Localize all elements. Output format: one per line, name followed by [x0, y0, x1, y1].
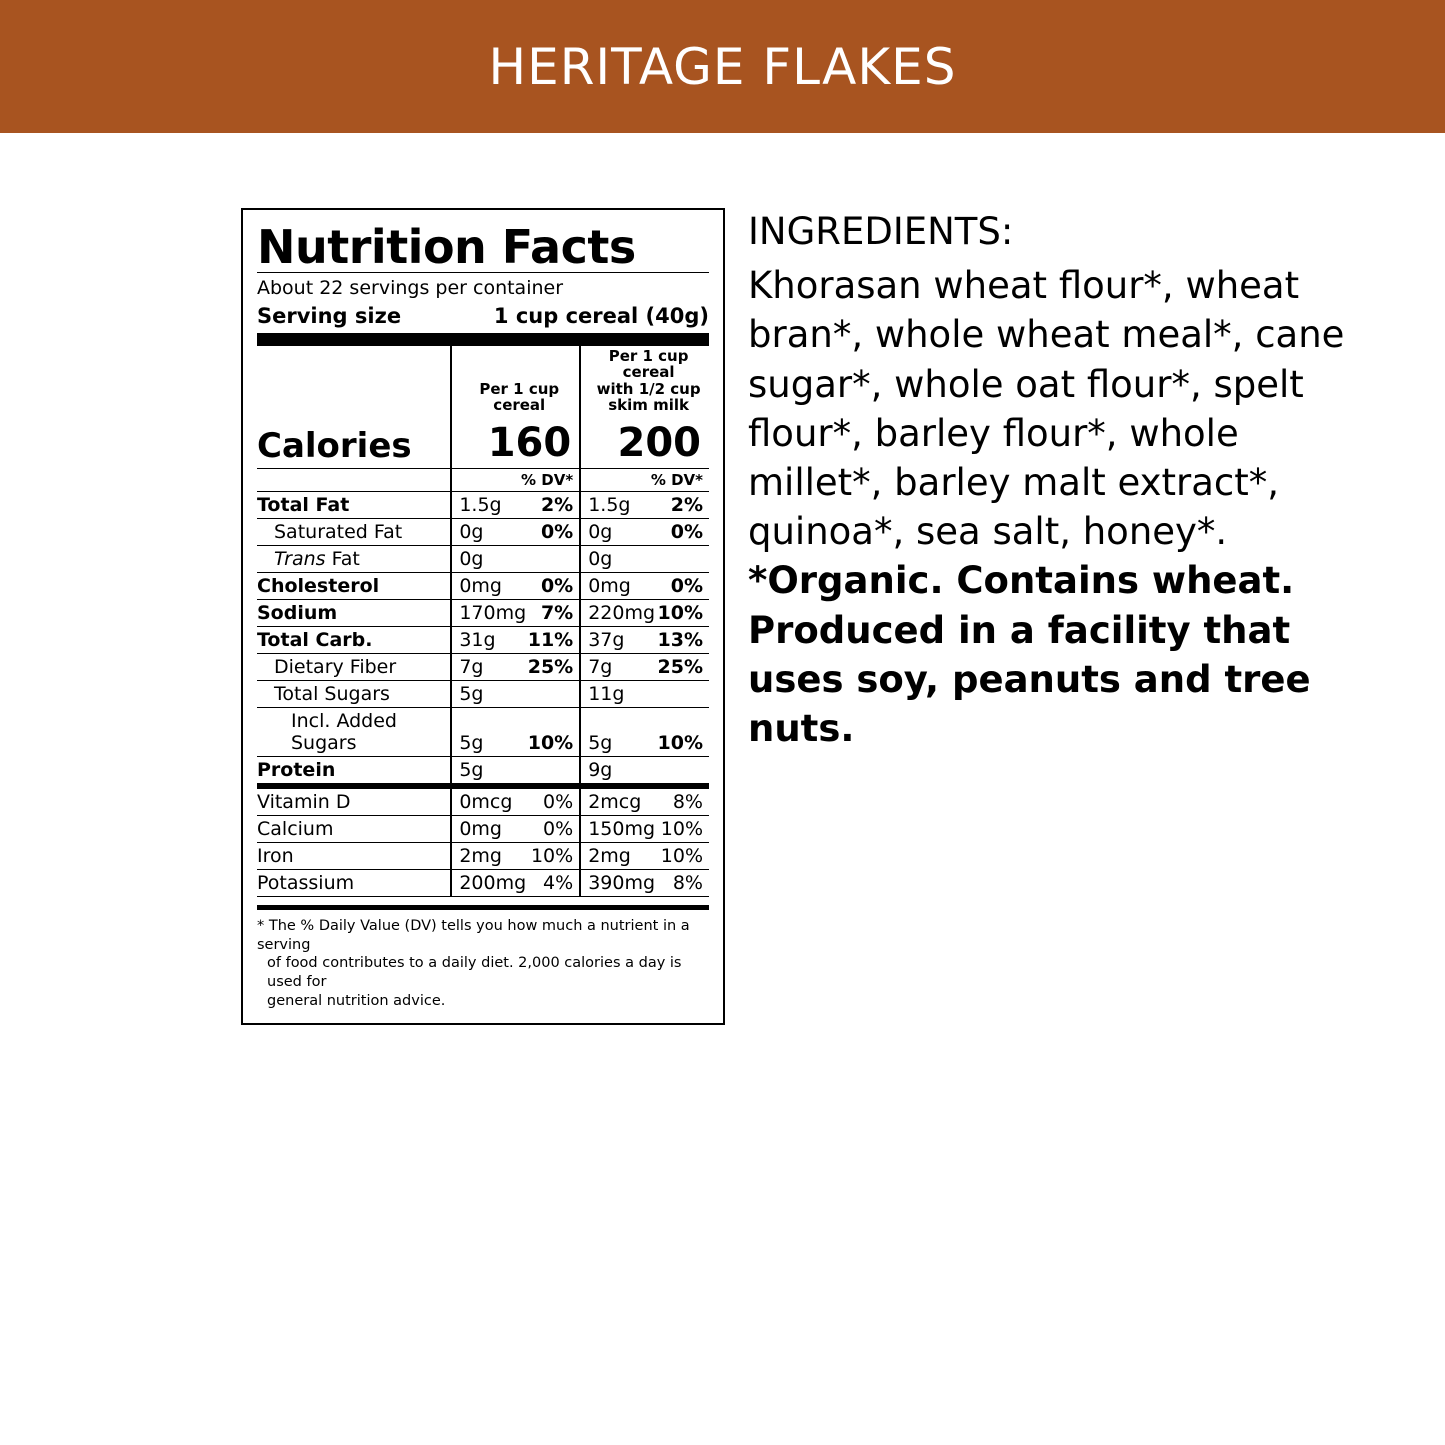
nutrient-name: Trans Fat	[257, 545, 451, 572]
nutrient-name: Total Sugars	[257, 680, 451, 707]
nutrient-row	[257, 680, 709, 707]
nutrient-dv-b	[655, 680, 709, 707]
nutrient-amount-b: 9g	[580, 756, 655, 786]
micronutrient-amount-a: 2mg	[451, 842, 526, 869]
nutrient-name: Cholesterol	[257, 572, 451, 599]
dv-label-spacer	[257, 468, 451, 491]
servings-per-container: About 22 servings per container	[257, 277, 564, 299]
nutrient-amount-b: 37g	[580, 626, 655, 653]
nutrient-amount-a: 7g	[451, 653, 526, 680]
nutrient-amount-a: 170mg	[451, 599, 526, 626]
nutrition-facts-panel	[241, 208, 725, 1025]
nutrient-amount-b: 0g	[580, 518, 655, 545]
serving-size-value: 1 cup cereal (40g)	[493, 303, 709, 328]
micronutrient-amount-b: 390mg	[580, 869, 655, 896]
label-content	[0, 133, 1445, 1445]
nutrient-row	[257, 491, 709, 518]
nutrient-dv-b	[655, 545, 709, 572]
micronutrient-dv-b: 10%	[655, 815, 709, 842]
nutrient-row	[257, 599, 709, 626]
calories-label: Calories	[257, 418, 451, 469]
nutrient-row	[257, 518, 709, 545]
micronutrient-dv-b: 10%	[655, 842, 709, 869]
ingredients-section	[748, 209, 1368, 753]
serving-size-row	[257, 304, 709, 331]
nutrient-amount-a: 5g	[451, 680, 526, 707]
micronutrient-rows	[257, 786, 709, 897]
column-b-header	[580, 346, 709, 418]
nutrient-row	[257, 545, 709, 572]
ingredients-heading: INGREDIENTS:	[748, 210, 1014, 253]
nutrient-dv-a: 25%	[526, 653, 580, 680]
footnote-line-3: general nutrition advice.	[267, 993, 446, 1010]
divider-thick-top	[257, 333, 709, 346]
nutrient-dv-b: 25%	[655, 653, 709, 680]
micronutrient-dv-a: 0%	[526, 786, 580, 816]
micronutrient-name: Iron	[257, 842, 451, 869]
micronutrient-dv-a: 10%	[526, 842, 580, 869]
calories-value-b: 200	[580, 418, 709, 469]
nutrient-dv-a: 0%	[526, 572, 580, 599]
micronutrient-amount-a: 0mg	[451, 815, 526, 842]
dv-label-a: % DV*	[451, 468, 580, 491]
product-title: HERITAGE FLAKES	[488, 37, 957, 96]
nutrient-name-italic: Trans	[274, 547, 326, 570]
ingredients-body	[748, 261, 1368, 753]
column-a-header: Per 1 cup cereal	[451, 346, 580, 418]
ingredients-list: Khorasan wheat flour*, wheat bran*, whole wheat meal*, cane sugar*, whole oat flour*, spelt flour*, barley flour*, whole millet*, barley malt extract*, quinoa*, sea salt, honey*.	[748, 264, 1345, 554]
nutrient-dv-a: 0%	[526, 518, 580, 545]
nutrient-amount-b: 7g	[580, 653, 655, 680]
nutrient-name: Dietary Fiber	[257, 653, 451, 680]
nutrient-amount-b: 5g	[580, 707, 655, 756]
nutrient-amount-b: 1.5g	[580, 491, 655, 518]
micronutrient-row	[257, 815, 709, 842]
nutrient-dv-b: 10%	[655, 707, 709, 756]
micronutrient-dv-a: 4%	[526, 869, 580, 896]
dv-label-row	[257, 468, 709, 491]
nutrient-row	[257, 707, 709, 756]
micronutrient-amount-b: 150mg	[580, 815, 655, 842]
nutrient-name: Total Carb.	[257, 626, 451, 653]
micronutrient-name: Vitamin D	[257, 786, 451, 816]
calories-row	[257, 418, 709, 469]
micronutrient-name: Potassium	[257, 869, 451, 896]
nutrient-amount-b: 220mg	[580, 599, 655, 626]
nutrient-dv-b: 10%	[655, 599, 709, 626]
nutrient-dv-b: 2%	[655, 491, 709, 518]
nutrient-amount-b: 0g	[580, 545, 655, 572]
nutrient-amount-a: 5g	[451, 707, 526, 756]
micronutrient-dv-a: 0%	[526, 815, 580, 842]
nutrient-name: Incl. Added Sugars	[257, 707, 451, 756]
nutrition-table	[257, 346, 709, 897]
micronutrient-row	[257, 786, 709, 816]
micronutrient-amount-a: 200mg	[451, 869, 526, 896]
footnote-line-2: of food contributes to a daily diet. 2,000 calories a day is used for	[267, 955, 682, 991]
micronutrient-dv-b: 8%	[655, 786, 709, 816]
nutrient-name: Protein	[257, 756, 451, 786]
micronutrient-amount-b: 2mg	[580, 842, 655, 869]
nutrient-amount-a: 1.5g	[451, 491, 526, 518]
nutrient-amount-a: 0g	[451, 518, 526, 545]
micronutrient-row	[257, 842, 709, 869]
nutrient-dv-a: 7%	[526, 599, 580, 626]
footnote-line-1: * The % Daily Value (DV) tells you how much a nutrient in a serving	[257, 917, 690, 953]
nutrient-dv-a: 2%	[526, 491, 580, 518]
nutrient-name: Total Fat	[257, 491, 451, 518]
nutrient-row	[257, 572, 709, 599]
nutrient-dv-a	[526, 680, 580, 707]
nutrient-dv-a	[526, 545, 580, 572]
nutrient-amount-a: 31g	[451, 626, 526, 653]
nutrient-dv-b: 13%	[655, 626, 709, 653]
nutrient-dv-b: 0%	[655, 518, 709, 545]
product-banner	[0, 0, 1445, 133]
nutrient-name: Sodium	[257, 599, 451, 626]
column-b-header-line1: Per 1 cup cereal	[608, 346, 689, 382]
serving-size-label: Serving size	[257, 303, 402, 328]
nutrient-dv-a: 11%	[526, 626, 580, 653]
nutrient-amount-b: 11g	[580, 680, 655, 707]
nutrient-amount-a: 0g	[451, 545, 526, 572]
dv-label-b: % DV*	[580, 468, 709, 491]
nutrient-row	[257, 626, 709, 653]
nutrient-dv-a: 10%	[526, 707, 580, 756]
column-header-spacer	[257, 346, 451, 418]
nutrient-amount-b: 0mg	[580, 572, 655, 599]
nutrient-amount-a: 0mg	[451, 572, 526, 599]
nutrient-dv-b: 0%	[655, 572, 709, 599]
nutrient-row	[257, 653, 709, 680]
column-header-row	[257, 346, 709, 418]
micronutrient-amount-a: 0mcg	[451, 786, 526, 816]
nutrient-amount-a: 5g	[451, 756, 526, 786]
macro-rows	[257, 491, 709, 786]
nutrition-facts-title: Nutrition Facts	[257, 220, 636, 274]
daily-value-footnote	[257, 905, 709, 1011]
ingredients-allergen-note: *Organic. Contains wheat. Produced in a facility that uses soy, peanuts and tree nuts.	[748, 559, 1311, 751]
micronutrient-amount-b: 2mcg	[580, 786, 655, 816]
column-b-header-line2: with 1/2 cup skim milk	[596, 379, 701, 415]
calories-value-a: 160	[451, 418, 580, 469]
micronutrient-row	[257, 869, 709, 896]
nutrient-dv-b	[655, 756, 709, 786]
nutrient-row	[257, 756, 709, 786]
nutrient-dv-a	[526, 756, 580, 786]
micronutrient-name: Calcium	[257, 815, 451, 842]
nutrient-name: Saturated Fat	[257, 518, 451, 545]
micronutrient-dv-b: 8%	[655, 869, 709, 896]
